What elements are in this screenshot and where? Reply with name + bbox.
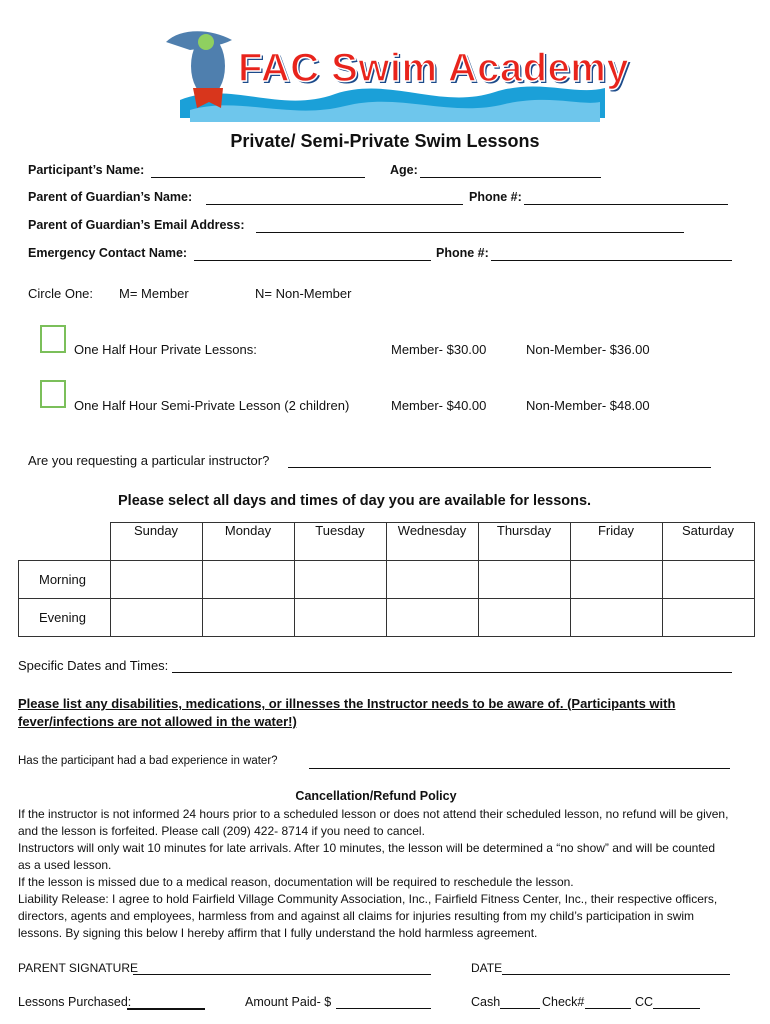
- policy-heading: Cancellation/Refund Policy: [295, 789, 457, 803]
- bad-experience-field[interactable]: [309, 768, 730, 769]
- date-field[interactable]: [502, 974, 730, 975]
- cell-sunday-morning[interactable]: [110, 561, 202, 599]
- cell-friday-evening[interactable]: [570, 599, 662, 637]
- amount-paid-label: Amount Paid- $: [245, 995, 332, 1009]
- emergency-phone-field[interactable]: [491, 260, 732, 261]
- participant-name-label: Participant’s Name:: [28, 163, 145, 177]
- liability-release: Liability Release: I agree to hold Fairfield Village Community Association, Inc., Fairfield Fitness Center, Inc., their respective officers, directors, agents and employees, harmless from and against all claims for injuries resulting from my child’s participation in swim lessons. By signing this below I hereby affirm that I fully understand the hold harmless agreement.: [18, 892, 718, 940]
- check-field[interactable]: [585, 1008, 631, 1009]
- day-header-sunday: Sunday: [110, 523, 202, 561]
- day-header-saturday: Saturday: [662, 523, 754, 561]
- policy-paragraph: If the instructor is not informed 24 hours prior to a scheduled lesson or does not attend their scheduled lesson, no refund will be given, and the lesson is forfeited. Please call (209) 422- 8714 if you need to cancel.: [18, 807, 729, 838]
- cash-label: Cash: [471, 995, 501, 1009]
- wave-graphic: [180, 86, 605, 122]
- emergency-contact-label: Emergency Contact Name:: [28, 246, 188, 260]
- semi-private-nonmember-price: Non-Member- $48.00: [526, 398, 650, 413]
- private-lesson-label: One Half Hour Private Lessons:: [74, 342, 257, 357]
- cell-saturday-evening[interactable]: [662, 599, 754, 637]
- bad-experience-question: Has the participant had a bad experience in water?: [18, 755, 278, 767]
- cell-saturday-morning[interactable]: [662, 561, 754, 599]
- logo: [160, 22, 630, 126]
- cell-tuesday-morning[interactable]: [294, 561, 386, 599]
- form-title: Private/ Semi-Private Swim Lessons: [230, 131, 540, 151]
- specific-dates-label: Specific Dates and Times:: [18, 658, 169, 673]
- specific-dates-field[interactable]: [172, 672, 732, 673]
- table-row: [19, 599, 755, 637]
- date-label: DATE: [471, 961, 503, 975]
- dolphin-mascot-icon: [166, 31, 232, 108]
- availability-table: [18, 522, 755, 637]
- disabilities-note: Please list any disabilities, medications, or illnesses the Instructor needs to be aware of. (Participants with fever/infections are not allowed in the water!): [18, 696, 676, 729]
- cell-monday-evening[interactable]: [202, 599, 294, 637]
- cell-thursday-morning[interactable]: [478, 561, 570, 599]
- semi-private-lesson-checkbox[interactable]: [40, 380, 66, 408]
- cell-monday-morning[interactable]: [202, 561, 294, 599]
- lessons-purchased-field[interactable]: [127, 1008, 205, 1010]
- cash-field[interactable]: [500, 1008, 540, 1009]
- row-label-morning: Morning: [19, 561, 111, 599]
- age-field[interactable]: [420, 177, 601, 178]
- check-label: Check#: [542, 995, 585, 1009]
- guardian-name-field[interactable]: [206, 204, 463, 205]
- lessons-purchased-label: Lessons Purchased:: [18, 995, 132, 1009]
- instructor-question: Are you requesting a particular instructor?: [28, 453, 270, 468]
- table-row: [19, 561, 755, 599]
- instructor-field[interactable]: [288, 467, 711, 468]
- policy-text: [18, 806, 730, 942]
- cell-wednesday-evening[interactable]: [386, 599, 478, 637]
- cc-label: CC: [635, 995, 654, 1009]
- phone-field[interactable]: [524, 204, 728, 205]
- cell-wednesday-morning[interactable]: [386, 561, 478, 599]
- logo-text: FAC Swim Academy: [238, 46, 630, 90]
- policy-paragraph: Instructors will only wait 10 minutes for late arrivals. After 10 minutes, the lesson will be determined a “no show” and will be counted as a used lesson.: [18, 841, 715, 872]
- day-header-thursday: Thursday: [478, 523, 570, 561]
- amount-paid-field[interactable]: [336, 1008, 431, 1009]
- cell-tuesday-evening[interactable]: [294, 599, 386, 637]
- semi-private-lesson-label: One Half Hour Semi-Private Lesson (2 children): [74, 398, 350, 413]
- participant-name-field[interactable]: [151, 177, 365, 178]
- cell-friday-morning[interactable]: [570, 561, 662, 599]
- policy-paragraph: If the lesson is missed due to a medical reason, documentation will be required to reschedule the lesson.: [18, 875, 574, 889]
- semi-private-member-price: Member- $40.00: [391, 398, 487, 413]
- cell-thursday-evening[interactable]: [478, 599, 570, 637]
- emergency-contact-field[interactable]: [194, 260, 431, 261]
- table-corner: [19, 523, 111, 561]
- row-label-evening: Evening: [19, 599, 111, 637]
- private-lesson-checkbox[interactable]: [40, 325, 66, 353]
- day-header-monday: Monday: [202, 523, 294, 561]
- nonmember-option[interactable]: N= Non-Member: [255, 286, 352, 301]
- day-header-wednesday: Wednesday: [386, 523, 478, 561]
- cell-sunday-evening[interactable]: [110, 599, 202, 637]
- table-header-row: [19, 523, 755, 561]
- cc-field[interactable]: [653, 1008, 700, 1009]
- guardian-email-label: Parent of Guardian’s Email Address:: [28, 218, 245, 232]
- guardian-name-label: Parent of Guardian’s Name:: [28, 190, 193, 204]
- private-member-price: Member- $30.00: [391, 342, 487, 357]
- emergency-phone-label: Phone #:: [436, 246, 489, 260]
- day-header-tuesday: Tuesday: [294, 523, 386, 561]
- age-label: Age:: [390, 163, 418, 177]
- guardian-email-field[interactable]: [256, 232, 684, 233]
- parent-signature-field[interactable]: [133, 974, 431, 975]
- availability-heading: Please select all days and times of day you are available for lessons.: [118, 493, 592, 509]
- circle-one-label: Circle One:: [28, 286, 94, 301]
- parent-signature-label: PARENT SIGNATURE: [18, 961, 139, 975]
- private-nonmember-price: Non-Member- $36.00: [526, 342, 650, 357]
- phone-label: Phone #:: [469, 190, 522, 204]
- day-header-friday: Friday: [570, 523, 662, 561]
- member-option[interactable]: M= Member: [119, 286, 189, 301]
